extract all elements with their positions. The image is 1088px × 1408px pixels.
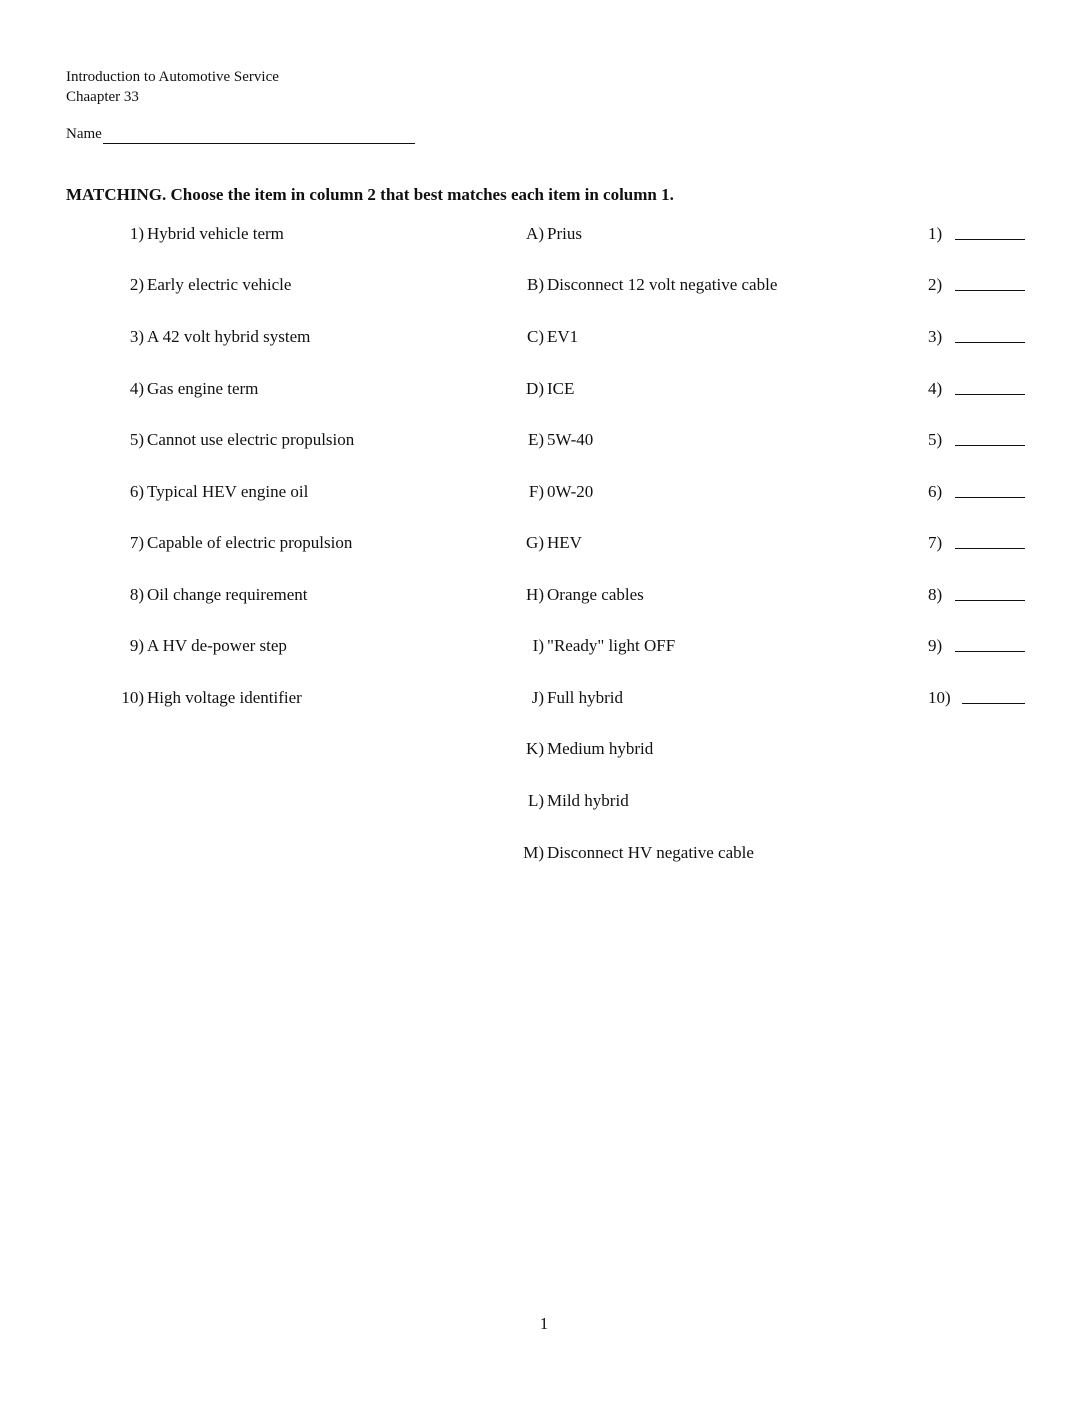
column1-item: Early electric vehicle bbox=[147, 275, 292, 294]
column2-letter: A) bbox=[526, 224, 544, 243]
column1-item: Capable of electric propulsion bbox=[147, 533, 353, 552]
answer-blank[interactable] bbox=[955, 497, 1025, 498]
matching-row bbox=[0, 428, 1088, 452]
column1-number: 3) bbox=[129, 327, 144, 346]
answer-number: 7) bbox=[928, 533, 943, 552]
name-blank[interactable] bbox=[103, 125, 415, 144]
column2-letter: K) bbox=[526, 739, 544, 758]
column1-item: Oil change requirement bbox=[147, 585, 308, 604]
column2-letter: D) bbox=[526, 379, 544, 398]
column2-letter: B) bbox=[527, 275, 544, 294]
answer-blank[interactable] bbox=[955, 239, 1025, 240]
column2-letter: F) bbox=[528, 482, 544, 501]
column2-letter: L) bbox=[527, 791, 544, 810]
answer-number: 5) bbox=[928, 430, 943, 449]
chapter-label: Chaapter 33 bbox=[66, 89, 139, 105]
answer-number: 8) bbox=[928, 585, 943, 604]
matching-row bbox=[0, 325, 1088, 349]
column2-item: Mild hybrid bbox=[547, 791, 629, 810]
matching-row bbox=[0, 531, 1088, 555]
matching-row bbox=[0, 377, 1088, 401]
course-title: Introduction to Automotive Service bbox=[66, 69, 279, 85]
column2-letter: C) bbox=[527, 327, 544, 346]
column2-item: Orange cables bbox=[547, 585, 644, 604]
column1-number: 6) bbox=[129, 482, 144, 501]
matching-row bbox=[0, 583, 1088, 607]
matching-row bbox=[0, 686, 1088, 710]
column2-letter: H) bbox=[526, 585, 544, 604]
matching-row bbox=[0, 222, 1088, 246]
matching-row bbox=[0, 273, 1088, 297]
column1-item: A HV de-power step bbox=[147, 636, 287, 655]
column2-letter: E) bbox=[527, 430, 544, 449]
matching-row bbox=[0, 480, 1088, 504]
column2-letter: M) bbox=[523, 843, 544, 862]
column1-number: 5) bbox=[129, 430, 144, 449]
answer-number: 10) bbox=[928, 688, 951, 707]
column2-item: 5W-40 bbox=[547, 430, 594, 449]
instructions: MATCHING. Choose the item in column 2 that best matches each item in column 1. bbox=[66, 185, 674, 204]
column1-number: 8) bbox=[129, 585, 144, 604]
column2-item: Prius bbox=[547, 224, 582, 243]
column1-item: Cannot use electric propulsion bbox=[147, 430, 355, 449]
column2-letter: G) bbox=[526, 533, 544, 552]
answer-blank[interactable] bbox=[955, 445, 1025, 446]
column1-number: 7) bbox=[129, 533, 144, 552]
column2-item: Medium hybrid bbox=[547, 739, 654, 758]
answer-number: 6) bbox=[928, 482, 943, 501]
column1-number: 2) bbox=[129, 275, 144, 294]
answer-blank[interactable] bbox=[955, 548, 1025, 549]
column1-number: 4) bbox=[129, 379, 144, 398]
column1-number: 10) bbox=[121, 688, 144, 707]
answer-number: 1) bbox=[928, 224, 943, 243]
column2-item: Full hybrid bbox=[547, 688, 624, 707]
column1-item: Hybrid vehicle term bbox=[147, 224, 284, 243]
column2-item: Disconnect HV negative cable bbox=[547, 843, 754, 862]
matching-row bbox=[0, 634, 1088, 658]
column2-item: EV1 bbox=[547, 327, 579, 346]
page-number: 1 bbox=[539, 1314, 549, 1333]
column1-item: A 42 volt hybrid system bbox=[147, 327, 311, 346]
name-field bbox=[66, 124, 415, 144]
answer-number: 2) bbox=[928, 275, 943, 294]
column1-item: Typical HEV engine oil bbox=[147, 482, 309, 501]
column1-item: High voltage identifier bbox=[147, 688, 302, 707]
column2-letter: J) bbox=[531, 688, 544, 707]
matching-row bbox=[0, 789, 1088, 813]
column1-number: 1) bbox=[129, 224, 144, 243]
answer-blank[interactable] bbox=[955, 651, 1025, 652]
column2-item: Disconnect 12 volt negative cable bbox=[547, 275, 778, 294]
column2-item: HEV bbox=[547, 533, 582, 552]
column2-item: ICE bbox=[547, 379, 575, 398]
answer-blank[interactable] bbox=[962, 703, 1025, 704]
name-label: Name bbox=[66, 126, 102, 142]
column2-item: "Ready" light OFF bbox=[547, 636, 676, 655]
column2-item: 0W-20 bbox=[547, 482, 594, 501]
column1-item: Gas engine term bbox=[147, 379, 259, 398]
answer-number: 3) bbox=[928, 327, 943, 346]
answer-number: 4) bbox=[928, 379, 943, 398]
column2-letter: I) bbox=[532, 636, 544, 655]
answer-blank[interactable] bbox=[955, 600, 1025, 601]
answer-blank[interactable] bbox=[955, 394, 1025, 395]
answer-blank[interactable] bbox=[955, 342, 1025, 343]
matching-row bbox=[0, 841, 1088, 865]
column1-number: 9) bbox=[129, 636, 144, 655]
matching-row bbox=[0, 737, 1088, 761]
answer-blank[interactable] bbox=[955, 290, 1025, 291]
answer-number: 9) bbox=[928, 636, 943, 655]
